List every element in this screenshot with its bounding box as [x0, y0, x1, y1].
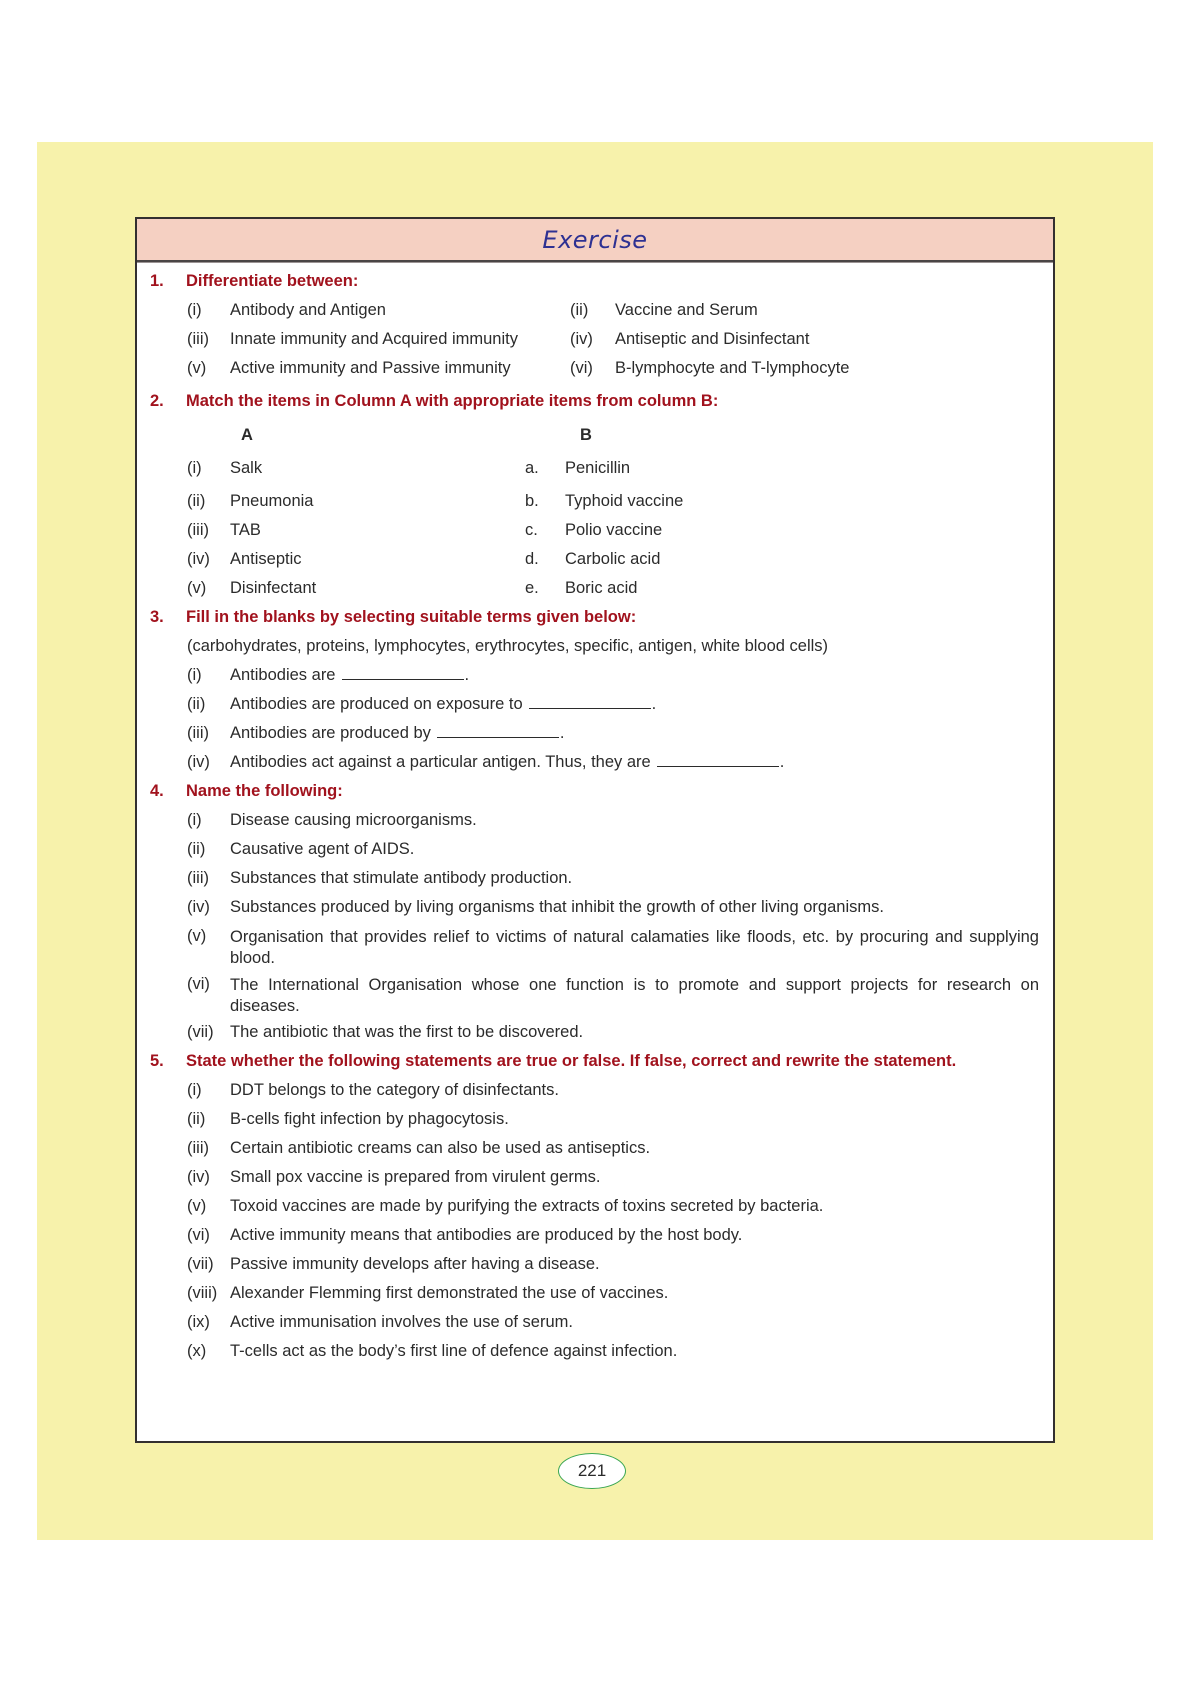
- letter-label: a.: [525, 459, 539, 477]
- roman-numeral: (vii): [187, 1255, 214, 1273]
- item-text: Small pox vaccine is prepared from virulent germs.: [230, 1168, 601, 1186]
- item-text: B-lymphocyte and T-lymphocyte: [615, 359, 850, 377]
- question-number: 5.: [150, 1052, 164, 1070]
- roman-numeral: (v): [187, 359, 207, 377]
- period: .: [559, 724, 565, 742]
- answer-blank: [657, 765, 779, 767]
- item-text: Causative agent of AIDS.: [230, 840, 415, 858]
- period: .: [651, 695, 657, 713]
- roman-numeral: (iv): [187, 550, 210, 568]
- letter-label: e.: [525, 579, 539, 597]
- answer-blank: [529, 707, 651, 709]
- question-number: 2.: [150, 392, 164, 410]
- page-number: 221: [558, 1453, 626, 1489]
- column-a-item: Salk: [230, 459, 263, 477]
- roman-numeral: (iv): [187, 898, 210, 916]
- column-b-item: Polio vaccine: [565, 521, 663, 539]
- letter-label: c.: [525, 521, 538, 539]
- answer-blank: [437, 736, 559, 738]
- item-text: Antibodies act against a particular antigen. Thus, they are: [230, 753, 651, 771]
- roman-numeral: (iv): [187, 753, 210, 771]
- item-text: Antibody and Antigen: [230, 301, 386, 319]
- column-a-item: TAB: [230, 521, 261, 539]
- letter-label: d.: [525, 550, 539, 568]
- roman-numeral: (i): [187, 666, 202, 684]
- item-text: Antibodies are produced by: [230, 724, 431, 742]
- answer-blank: [342, 678, 464, 680]
- roman-numeral: (ii): [187, 840, 206, 858]
- roman-numeral: (i): [187, 811, 202, 829]
- roman-numeral: (iii): [187, 1139, 209, 1157]
- item-text: Active immunity and Passive immunity: [230, 359, 511, 377]
- column-a-item: Pneumonia: [230, 492, 314, 510]
- roman-numeral: (iv): [570, 330, 593, 348]
- question-text: Match the items in Column A with appropriate items from column B:: [186, 392, 719, 410]
- roman-numeral: (ii): [187, 492, 206, 510]
- item-text: Substances produced by living organisms that inhibit the growth of other living organisms.: [230, 898, 884, 916]
- exercise-header: [137, 219, 1053, 262]
- item-text: Antiseptic and Disinfectant: [615, 330, 810, 348]
- roman-numeral: (iv): [187, 1168, 210, 1186]
- roman-numeral: (iii): [187, 521, 209, 539]
- item-text: T-cells act as the body’s first line of defence against infection.: [230, 1342, 678, 1360]
- column-b-heading: B: [580, 426, 592, 444]
- item-text: Antibodies are produced on exposure to: [230, 695, 523, 713]
- item-text: Organisation that provides relief to victims of natural calamaties like floods, etc. by procuring and supplying blood.: [230, 928, 1039, 967]
- item-text: DDT belongs to the category of disinfectants.: [230, 1081, 559, 1099]
- column-b-item: Typhoid vaccine: [565, 492, 684, 510]
- question-text: Name the following:: [186, 782, 343, 800]
- column-b-item: Boric acid: [565, 579, 638, 597]
- roman-numeral: (ix): [187, 1313, 210, 1331]
- roman-numeral: (ii): [570, 301, 589, 319]
- item-text: Certain antibiotic creams can also be used as antiseptics.: [230, 1139, 651, 1157]
- roman-numeral: (viii): [187, 1284, 218, 1302]
- item-text: Antibodies are: [230, 666, 336, 684]
- item-text: The antibiotic that was the first to be discovered.: [230, 1023, 584, 1041]
- page-title: Exercise: [542, 225, 648, 254]
- period: .: [464, 666, 470, 684]
- item-text: B-cells fight infection by phagocytosis.: [230, 1110, 509, 1128]
- exercise-box: [135, 217, 1055, 1443]
- roman-numeral: (i): [187, 301, 202, 319]
- roman-numeral: (iii): [187, 869, 209, 887]
- item-text: Vaccine and Serum: [615, 301, 758, 319]
- question-number: 1.: [150, 272, 164, 290]
- roman-numeral: (ii): [187, 1110, 206, 1128]
- item-text: Passive immunity develops after having a disease.: [230, 1255, 600, 1273]
- roman-numeral: (x): [187, 1342, 207, 1360]
- question-number: 4.: [150, 782, 164, 800]
- roman-numeral: (vi): [570, 359, 593, 377]
- roman-numeral: (vi): [187, 1226, 210, 1244]
- item-text: Substances that stimulate antibody production.: [230, 869, 573, 887]
- roman-numeral: (v): [187, 579, 207, 597]
- question-text: State whether the following statements are true or false. If false, correct and rewrite the statement.: [186, 1052, 957, 1070]
- column-b-item: Carbolic acid: [565, 550, 661, 568]
- question-number: 3.: [150, 608, 164, 626]
- letter-label: b.: [525, 492, 539, 510]
- item-text: Innate immunity and Acquired immunity: [230, 330, 518, 348]
- roman-numeral: (v): [187, 1197, 207, 1215]
- item-text: Active immunity means that antibodies are produced by the host body.: [230, 1226, 743, 1244]
- question-text: Differentiate between:: [186, 272, 359, 290]
- roman-numeral: (vii): [187, 1023, 214, 1041]
- column-a-heading: A: [241, 426, 253, 444]
- term-list: (carbohydrates, proteins, lymphocytes, erythrocytes, specific, antigen, white blood cells): [187, 637, 829, 655]
- roman-numeral: (i): [187, 1081, 202, 1099]
- roman-numeral: (iii): [187, 330, 209, 348]
- item-text: Disease causing microorganisms.: [230, 811, 477, 829]
- column-a-item: Antiseptic: [230, 550, 302, 568]
- column-a-item: Disinfectant: [230, 579, 317, 597]
- item-text: Toxoid vaccines are made by purifying the extracts of toxins secreted by bacteria.: [230, 1197, 824, 1215]
- roman-numeral: (vi): [187, 975, 210, 993]
- item-text: The International Organisation whose one function is to promote and support projects for research on diseases.: [230, 976, 1039, 1015]
- roman-numeral: (ii): [187, 695, 206, 713]
- roman-numeral: (i): [187, 459, 202, 477]
- roman-numeral: (v): [187, 927, 207, 945]
- question-text: Fill in the blanks by selecting suitable terms given below:: [186, 608, 637, 626]
- period: .: [779, 753, 785, 771]
- item-text: Alexander Flemming first demonstrated the use of vaccines.: [230, 1284, 669, 1302]
- item-text: Active immunisation involves the use of serum.: [230, 1313, 573, 1331]
- column-b-item: Penicillin: [565, 459, 631, 477]
- roman-numeral: (iii): [187, 724, 209, 742]
